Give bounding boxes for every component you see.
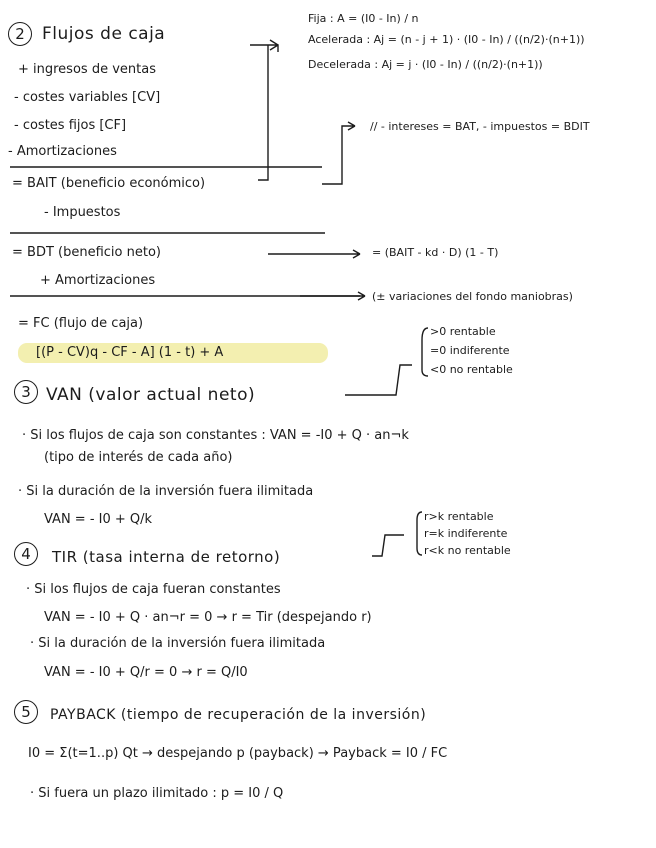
flujo-item-costes-variables: - costes variables [CV] bbox=[14, 90, 161, 105]
payback-ilimitado: · Si fuera un plazo ilimitado : p = I0 / Q bbox=[30, 786, 284, 801]
van-cond-positive: >0 rentable bbox=[430, 325, 496, 338]
tir-line-3: · Si la duración de la inversión fuera ilimitada bbox=[30, 636, 326, 651]
impuestos-line: - Impuestos bbox=[44, 205, 121, 220]
tir-cond-greater: r>k rentable bbox=[424, 510, 494, 523]
van-line-3: · Si la duración de la inversión fuera ilimitada bbox=[18, 484, 314, 499]
flujo-item-ingresos: + ingresos de ventas bbox=[18, 62, 156, 77]
van-cond-zero: =0 indiferente bbox=[430, 344, 510, 357]
section-3-title: VAN (valor actual neto) bbox=[46, 385, 256, 405]
flujo-item-amortizaciones: - Amortizaciones bbox=[8, 144, 117, 159]
van-line-4: VAN = - I0 + Q/k bbox=[44, 512, 153, 527]
tir-cond-equal: r=k indiferente bbox=[424, 527, 508, 540]
fc-line: = FC (flujo de caja) bbox=[18, 316, 144, 331]
tir-cond-less: r<k no rentable bbox=[424, 544, 511, 557]
section-4-number: 4 bbox=[14, 542, 38, 566]
bdt-line: = BDT (beneficio neto) bbox=[12, 245, 161, 260]
flujo-item-costes-fijos: - costes fijos [CF] bbox=[14, 118, 127, 133]
section-2-title: Flujos de caja bbox=[42, 24, 166, 44]
van-line-2: (tipo de interés de cada año) bbox=[44, 450, 233, 465]
bait-note: // - intereses = BAT, - impuestos = BDIT bbox=[370, 120, 590, 133]
section-5-title: PAYBACK (tiempo de recuperación de la inversión) bbox=[50, 707, 427, 723]
payback-formula: I0 = Σ(t=1..p) Qt → despejando p (payback) → Payback = I0 / FC bbox=[28, 746, 448, 761]
section-2-number: 2 bbox=[8, 22, 32, 46]
fc-formula: [(P - CV)q - CF - A] (1 - t) + A bbox=[36, 345, 224, 360]
tir-line-2: VAN = - I0 + Q · an¬r = 0 → r = Tir (despejando r) bbox=[44, 610, 372, 625]
amortizacion-fija-formula: Fija : A = (I0 - In) / n bbox=[308, 12, 419, 25]
van-line-1: · Si los flujos de caja son constantes : VAN = -I0 + Q · an¬k bbox=[22, 428, 409, 443]
fondo-maniobra-note: (± variaciones del fondo maniobras) bbox=[372, 290, 573, 303]
bdt-formula: = (BAIT - kd · D) (1 - T) bbox=[372, 246, 499, 259]
section-3-number: 3 bbox=[14, 380, 38, 404]
bait-line: = BAIT (beneficio económico) bbox=[12, 176, 206, 191]
section-5-number: 5 bbox=[14, 700, 38, 724]
amortizacion-acelerada-formula: Acelerada : Aj = (n - j + 1) · (I0 - In) / ((n/2)·(n+1)) bbox=[308, 33, 585, 46]
amortizacion-decelerada-formula: Decelerada : Aj = j · (I0 - In) / ((n/2)·(n+1)) bbox=[308, 58, 543, 71]
van-cond-negative: <0 no rentable bbox=[430, 363, 513, 376]
tir-line-4: VAN = - I0 + Q/r = 0 → r = Q/I0 bbox=[44, 665, 248, 680]
tir-line-1: · Si los flujos de caja fueran constantes bbox=[26, 582, 281, 597]
section-4-title: TIR (tasa interna de retorno) bbox=[52, 548, 281, 566]
amortizaciones-line: + Amortizaciones bbox=[40, 273, 156, 288]
